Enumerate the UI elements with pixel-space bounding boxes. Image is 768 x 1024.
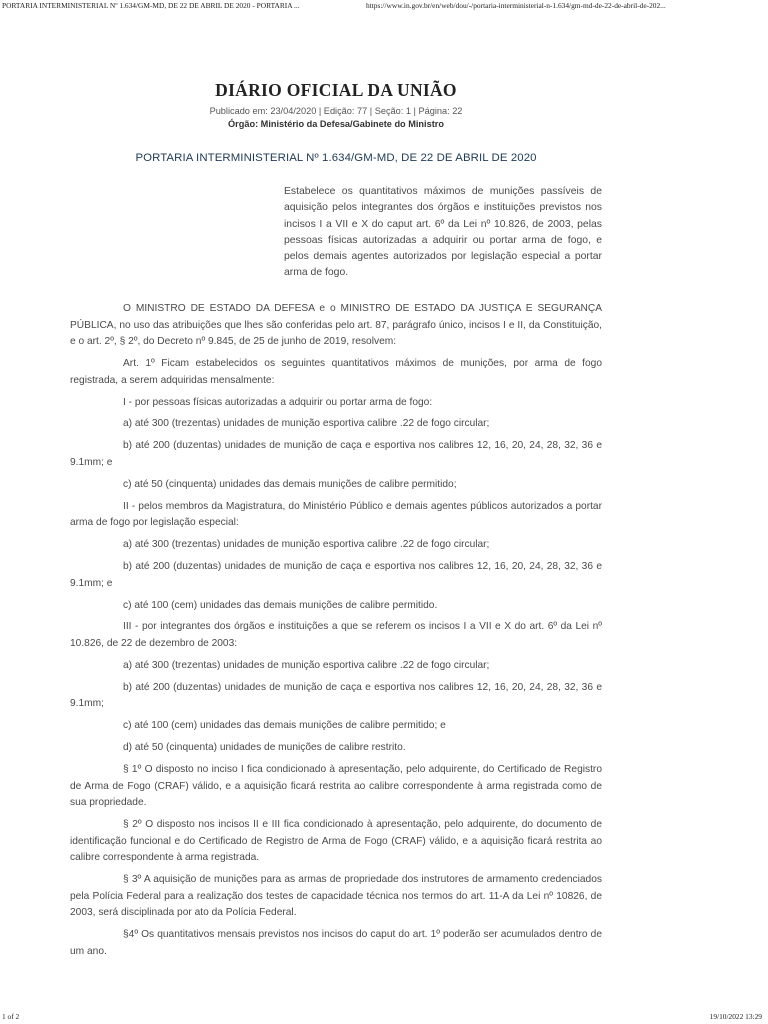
paragraph: O MINISTRO DE ESTADO DA DEFESA e o MINISTRO DE ESTADO DA JUSTIÇA E SEGURANÇA PÚBLICA, no uso das atribuições que lhes são conferidas pelo art. 87, parágrafo único, incisos I e II, da Constituição, e o art. 2º, § 2º, do Decreto nº 9.845, de 25 de junho de 2019, resolvem:: [70, 303, 602, 348]
print-datetime: 19/10/2022 13:29: [709, 1012, 762, 1021]
print-footer: [0, 1010, 768, 1024]
paragraph: § 3º A aquisição de munições para as armas de propriedade dos instrutores de armamento credenciados pela Polícia Federal para a realização dos testes de capacidade técnica nos termos do art. 11-A da Lei nº 10826, de 2003, será disciplinada por ato da Polícia Federal.: [70, 874, 602, 919]
paragraph: c) até 50 (cinquenta) unidades das demais munições de calibre permitido;: [123, 478, 457, 490]
portaria-title: PORTARIA INTERMINISTERIAL Nº 1.634/GM-MD, DE 22 DE ABRIL DE 2020: [135, 152, 537, 164]
masthead-title: DIÁRIO OFICIAL DA UNIÃO: [215, 80, 457, 100]
paragraph: a) até 300 (trezentas) unidades de munição esportiva calibre .22 de fogo circular;: [123, 418, 490, 430]
paragraph: c) até 100 (cem) unidades das demais munições de calibre permitido; e: [123, 720, 446, 732]
paragraph: a) até 300 (trezentas) unidades de munição esportiva calibre .22 de fogo circular;: [123, 539, 490, 551]
paragraph: b) até 200 (duzentas) unidades de munição de caça e esportiva nos calibres 12, 16, 20, 24, 28, 32, 36 e 9.1mm; e: [70, 440, 602, 468]
paragraph: c) até 100 (cem) unidades das demais munições de calibre permitido.: [123, 599, 438, 611]
ementa: Estabelece os quantitativos máximos de munições passíveis de aquisição pelos integrantes dos órgãos e instituições previstos nos incisos I a VII e X do caput art. 6º da Lei nº 10.826, de 2003, pelas pessoas físicas autorizadas a adquirir ou portar arma de fogo, e pelos demais agentes autorizados por legislação especial a portar arma de fogo.: [284, 186, 602, 279]
paragraph: § 1º O disposto no inciso I fica condicionado à apresentação, pelo adquirente, do Certificado de Registro de Arma de Fogo (CRAF) válido, e a aquisição ficará restrita ao calibre correspondente à arma registrada como de sua propriedade.: [70, 764, 602, 809]
masthead: [200, 80, 472, 129]
paragraph: b) até 200 (duzentas) unidades de munição de caça e esportiva nos calibres 12, 16, 20, 24, 28, 32, 36 e 9.1mm;: [70, 681, 602, 710]
organ-info: Órgão: Ministério da Defesa/Gabinete do Ministro: [228, 119, 444, 129]
paragraph: § 2º O disposto nos incisos II e III fica condicionado à apresentação, pelo adquirente, do documento de identificação funcional e do Certificado de Registro de Arma de Fogo (CRAF) válido, e a aquisição ficará restrita ao calibre correspondente à arma registrada.: [70, 819, 602, 864]
paragraph: a) até 300 (trezentas) unidades de munição esportiva calibre .22 de fogo circular;: [123, 659, 490, 671]
print-header: [0, 0, 768, 14]
print-header-title: PORTARIA INTERMINISTERIAL Nº 1.634/GM-MD, DE 22 DE ABRIL DE 2020 - PORTARIA ...: [2, 1, 300, 10]
publication-info: Publicado em: 23/04/2020 | Edição: 77 | Seção: 1 | Página: 22: [209, 106, 463, 116]
paragraph: §4º Os quantitativos mensais previstos nos incisos do caput do art. 1º poderão ser acumulados dentro de um ano.: [70, 929, 602, 957]
body-text: [70, 301, 602, 966]
paragraph: b) até 200 (duzentas) unidades de munição de caça e esportiva nos calibres 12, 16, 20, 24, 28, 32, 36 e 9.1mm; e: [70, 561, 602, 589]
paragraph: d) até 50 (cinquenta) unidades de munições de calibre restrito.: [123, 742, 406, 754]
page-number: 1 of 2: [2, 1012, 20, 1021]
print-header-url: https://www.in.gov.br/en/web/dou/-/portaria-interministerial-n-1.634/gm-md-de-22-de-abril-de-202...: [366, 1, 666, 10]
paragraph: II - pelos membros da Magistratura, do Ministério Público e demais agentes públicos autorizados a portar arma de fogo por legislação especial:: [70, 500, 602, 529]
paragraph: I - por pessoas físicas autorizadas a adquirir ou portar arma de fogo:: [123, 396, 433, 408]
paragraph: III - por integrantes dos órgãos e instituições a que se referem os incisos I a VII e X do art. 6º da Lei nº 10.826, de 22 de dezembro de 2003:: [70, 621, 602, 650]
paragraph: Art. 1º Ficam estabelecidos os seguintes quantitativos máximos de munições, por arma de fogo registrada, a serem adquiridas mensalmente:: [70, 358, 602, 386]
